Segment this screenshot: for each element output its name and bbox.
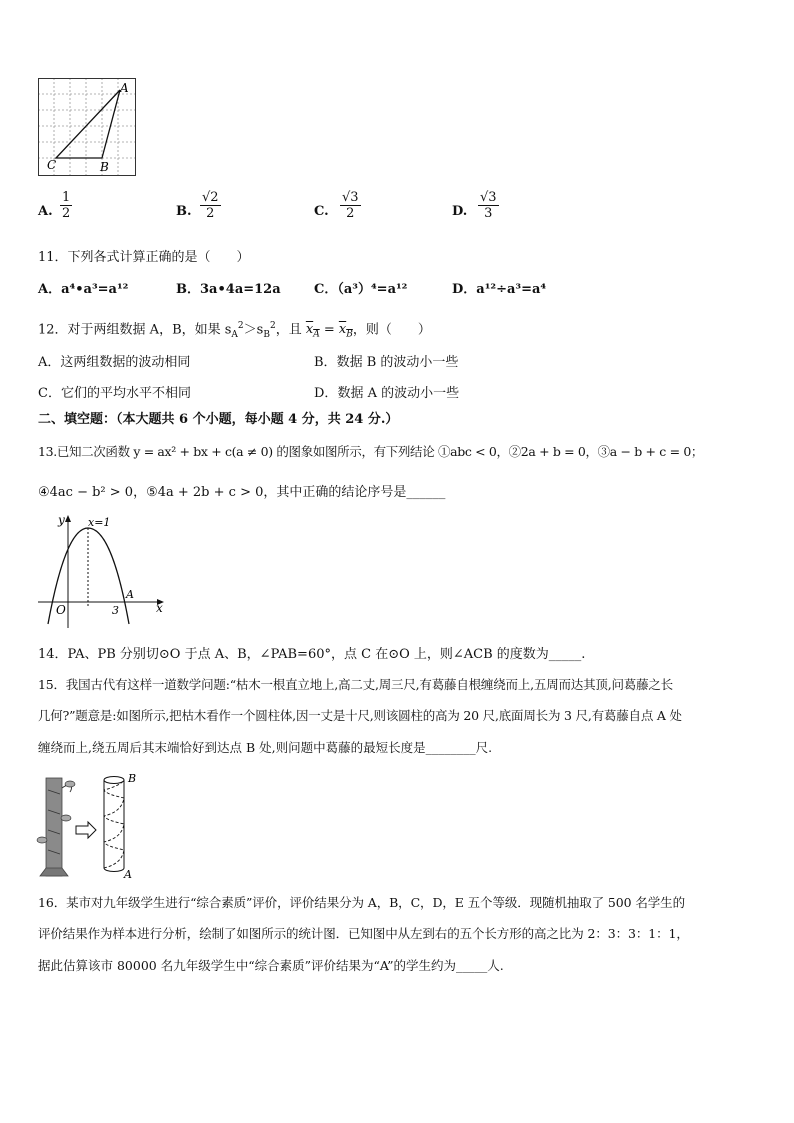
option-letter: D． — [452, 282, 477, 297]
q12-option-b — [314, 355, 458, 371]
q15-line3: 缠绕而上,绕五周后其末端恰好到达点 B 处,则问题中葛藤的最短长度是________尺. — [38, 740, 493, 755]
option-letter: B． — [314, 355, 337, 370]
tree-icon — [37, 778, 75, 876]
option-text: 这两组数据的波动相同 — [60, 355, 191, 370]
fraction-denominator: 2 — [206, 206, 215, 221]
option-letter: A． — [38, 282, 62, 297]
q12-stem — [38, 318, 431, 343]
q12-stem-start: 12．对于两组数据 A，B，如果 s — [38, 322, 232, 338]
option-text: a⁴•a³=a¹² — [61, 282, 129, 297]
q10-option-c-fraction — [340, 190, 361, 221]
mean-x-a — [305, 322, 320, 340]
y-axis-arrow — [65, 515, 71, 522]
arrow-right-icon — [76, 822, 96, 838]
q12-stem-end: ，则（ ） — [352, 322, 431, 338]
x-label: x — [156, 601, 163, 615]
option-text: 3a•4a=12a — [200, 282, 281, 297]
q10-option-a-letter: A. — [38, 204, 53, 219]
q15-tree-cylinder-figure — [36, 770, 148, 880]
triangle-abc — [56, 90, 120, 158]
q16-line2: 评价结果作为样本进行分析，绘制了如图所示的统计图．已知图中从左到右的五个长方形的高之比为 2：3：3：1：1， — [38, 926, 689, 941]
var-x: x — [338, 322, 347, 338]
option-text: 数据 A 的波动小一些 — [337, 386, 460, 401]
fraction-denominator: 2 — [62, 206, 71, 221]
option-letter: A． — [38, 355, 61, 370]
q12-option-a — [38, 355, 190, 371]
q12-stem-mid: ，且 — [275, 322, 302, 338]
cylinder-icon — [104, 777, 124, 872]
q10-grid-figure — [38, 78, 138, 178]
label-b: B — [100, 160, 109, 174]
greater-than: ＞s — [243, 322, 264, 338]
point-a-label: A — [126, 588, 134, 601]
fraction-denominator: 2 — [346, 206, 355, 221]
q12-option-d — [314, 386, 459, 402]
superscript-2: 2 — [269, 321, 276, 331]
equals: = — [319, 322, 339, 338]
subscript-b: B — [346, 329, 353, 340]
cylinder-label-a: A — [124, 868, 132, 881]
q16-line3: 据此估算该市 80000 名九年级学生中“综合素质”评价结果为“A”的学生约为_____人. — [38, 958, 504, 973]
cylinder-label-b: B — [128, 772, 137, 785]
q10-option-d-fraction — [478, 190, 499, 221]
subscript-a: A — [231, 329, 238, 340]
option-letter: C． — [314, 282, 338, 297]
q15-line1: 15．我国古代有这样一道数学问题:“枯木一根直立地上,高二丈,周三尺,有葛藤自根缠绕而上,五周而达其顶,问葛藤之长 — [38, 677, 673, 692]
option-letter: D． — [314, 386, 338, 401]
q11-option-c — [314, 282, 407, 298]
y-label: y — [58, 513, 65, 527]
fraction-numerator: 1 — [62, 190, 71, 205]
symmetry-label: x=1 — [88, 516, 111, 529]
option-text: 它们的平均水平不相同 — [60, 386, 191, 401]
mean-x-b — [338, 322, 353, 340]
root-label: 3 — [112, 604, 119, 617]
fraction-numerator: √3 — [342, 190, 359, 205]
option-text: （a³）⁴=a¹² — [337, 282, 408, 297]
q13-line2: ④4ac − b² > 0，⑤4a + 2b + c > 0，其中正确的结论序号是______ — [38, 485, 446, 500]
q10-option-c-letter: C. — [314, 204, 329, 219]
q13-parabola-graph — [36, 512, 168, 630]
origin-label: O — [56, 603, 66, 617]
q11-option-b — [176, 282, 281, 298]
subscript-b: B — [263, 329, 270, 340]
option-text: a¹²÷a³=a⁴ — [476, 282, 547, 297]
fraction-numerator: √2 — [202, 190, 219, 205]
fraction-denominator: 3 — [484, 206, 493, 221]
option-text: 数据 B 的波动小一些 — [336, 355, 459, 370]
q12-option-c — [38, 386, 191, 402]
q10-option-d-letter: D. — [452, 204, 468, 219]
q11-stem: 11．下列各式计算正确的是（ ） — [38, 250, 250, 265]
q16-line1: 16．某市对九年级学生进行“综合素质”评价，评价结果分为 A，B，C，D，E 五个等级．现随机抽取了 500 名学生的 — [38, 895, 685, 910]
q13-line1: 13.已知二次函数 y = ax² + bx + c(a ≠ 0) 的图象如图所示，有下列结论 ①abc < 0，②2a + b = 0，③a − b + c = 0； — [38, 444, 704, 459]
q15-line2: 几何?”题意是:如图所示,把枯木看作一个圆柱体,因一丈是十尺,则该圆柱的高为 20 尺,底面周长为 3 尺,有葛藤自点 A 处 — [38, 708, 682, 723]
subscript-a: A — [313, 329, 320, 340]
section-title: 二、填空题：（本大题共 6 个小题，每小题 4 分，共 24 分.） — [38, 412, 399, 427]
q11-option-a — [38, 282, 128, 298]
q10-option-b-fraction — [200, 190, 221, 221]
q10-option-b-letter: B. — [176, 204, 192, 219]
var-x: x — [305, 322, 314, 338]
label-a: A — [120, 81, 129, 95]
option-letter: B． — [176, 282, 200, 297]
q11-option-d — [452, 282, 546, 298]
option-letter: C． — [38, 386, 61, 401]
superscript-2: 2 — [237, 321, 244, 331]
q14-text: 14．PA、PB 分别切⊙O 于点 A、B，∠PAB=60°，点 C 在⊙O 上，则∠ACB 的度数为_____. — [38, 647, 586, 662]
fraction-numerator: √3 — [480, 190, 497, 205]
q10-option-a-fraction — [60, 190, 72, 221]
label-c: C — [47, 158, 57, 172]
